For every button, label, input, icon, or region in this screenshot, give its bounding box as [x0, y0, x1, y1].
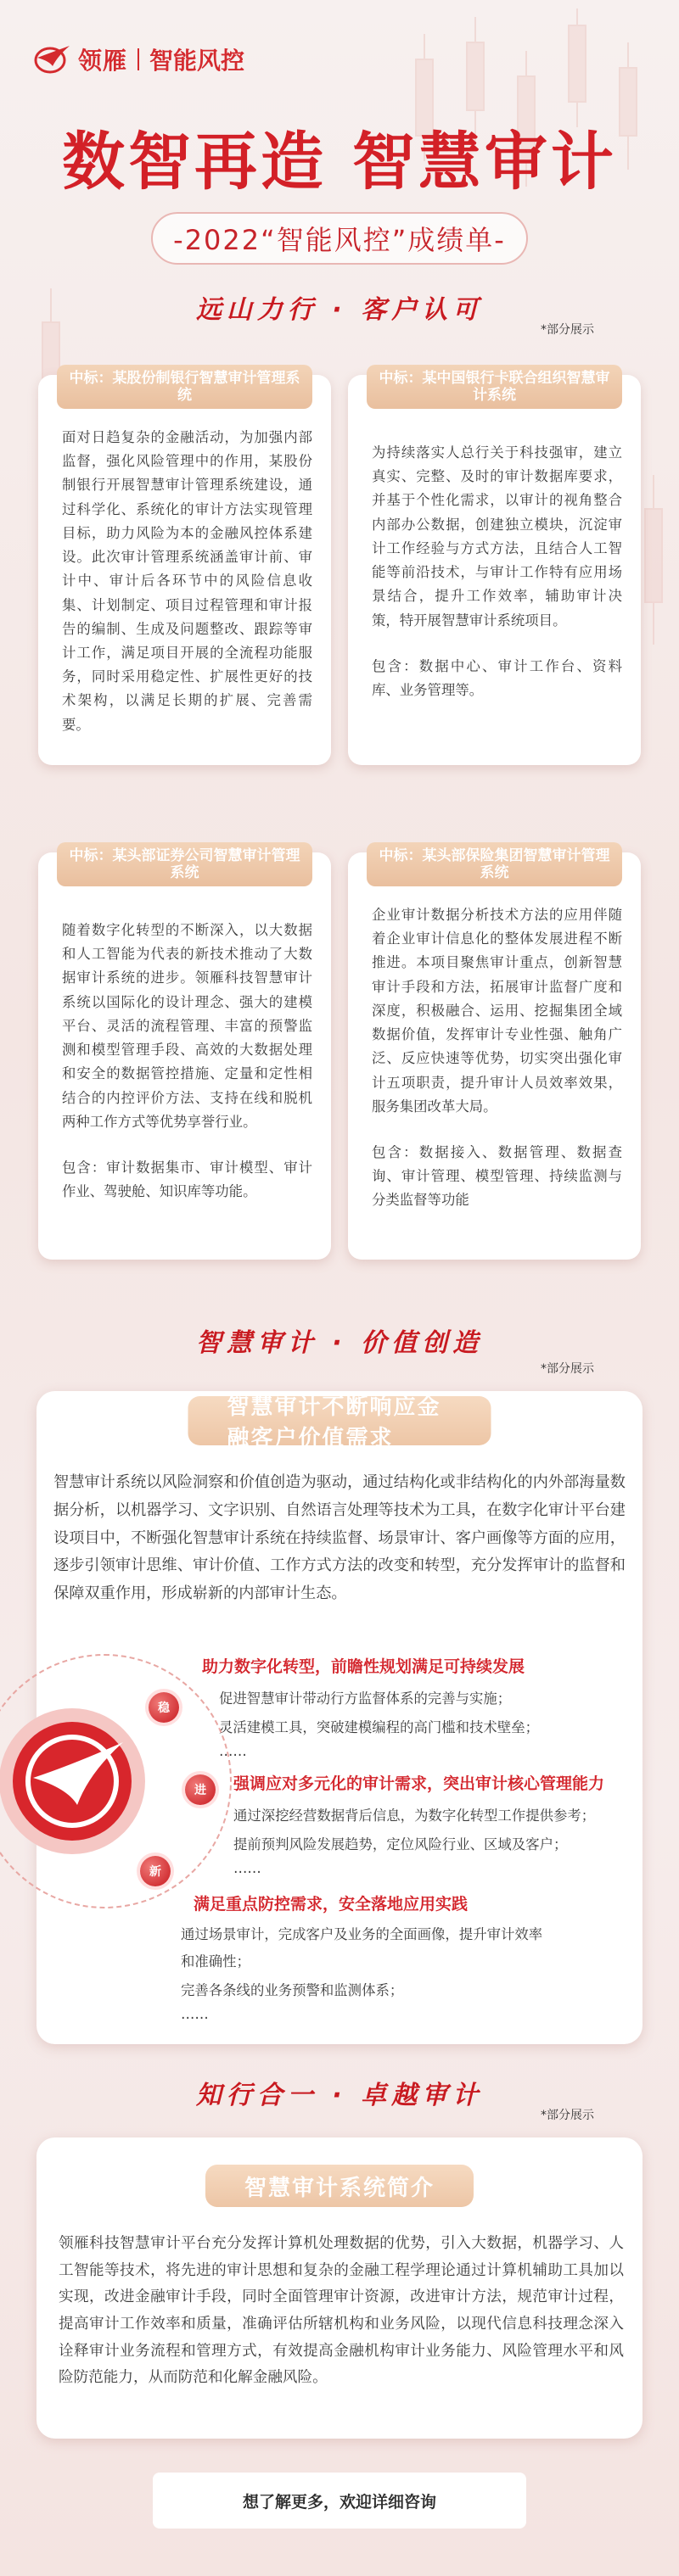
case-card-2-title: 中标：某中国银行卡联合组织智慧审计系统: [367, 365, 622, 409]
value-panel-intro: 智慧审计系统以风险洞察和价值创造为驱动，通过结构化或非结构化的内外部海量数据分析，以机器学习、文字识别、自然语言处理等技术为工具，在数字化审计平台建设项目中，不断强化智慧审计系统在持续监督、场景审计、客户画像等方面的应用，逐步引领审计思维、审计价值、工作方式方法的改变和转型，充分发挥审计的监督和保障双重作用，形成崭新的内部审计生态。: [53, 1473, 626, 1603]
case-card-3-body: 随着数字化转型的不断深入，以大数据和人工智能为代表的新技术推动了大数据审计系统的进步。领雁科技智慧审计系统以国际化的设计理念、强大的建模平台、灵活的流程管理、丰富的预警监测和模型管理手段、高效的大数据处理和安全的数据管控措施、定量和定性相结合的内控评价方法、支持在线和脱机两种工作方式等优势享誉行业。 包含：审计数据集市、审计模型、审计作业、驾驶舱、知识库等功能。: [62, 922, 312, 1200]
subtitle-wrap: [0, 212, 679, 265]
case-card-4-body: 企业审计数据分析技术方法的应用伴随着企业审计信息化的整体发展进程不断推进。本项目聚焦审计重点，创新智慧审计手段和方法，拓展审计监督广度和深度，积极融合、运用、挖掘集团全域数据价值，发挥审计专业性强、触角广泛、反应快速等优势，切实突出强化审计五项职责，提升审计人员效率效果，服务集团改革大局。 包含：数据接入、数据管理、数据查询、审计管理、模型管理、持续监测与分类监督等功能: [372, 907, 622, 1209]
case-card-2: [348, 369, 641, 765]
brand-name: 领雁: [78, 47, 128, 75]
bird-in-circle-icon: [32, 44, 71, 75]
value-item-2-title: 强调应对多元化的审计需求，突出审计核心管理能力: [233, 1774, 605, 1793]
value-item-2-line-2: 提前预判风险发展趋势，定位风险行业、区域及客户；: [233, 1836, 568, 1852]
case-card-1: [38, 369, 331, 765]
bubble-2: 进: [185, 1774, 216, 1805]
value-panel: [36, 1391, 643, 2044]
value-item-3-title: 满足重点防控需求，安全落地应用实践: [194, 1895, 469, 1914]
value-item-1-title: 助力数字化转型，前瞻性规划满足可持续发展: [202, 1657, 525, 1676]
value-item-1-line-2: 灵活建模工具，突破建模编程的高门槛和技术壁垒；: [219, 1719, 539, 1735]
case-card-1-title: 中标：某股份制银行智慧审计管理系统: [57, 365, 312, 409]
case-card-2-body: 为持续落实人总行关于科技强审，建立真实、完整、及时的审计数据库要求，并基于个性化需求，以审计的视角整合内部办公数据，创建独立模块，沉淀审计工作经验与方式方法，且结合人工智能等前沿技术，与审计工作特有应用场景结合，提升工作效率，辅助审计决策，特开展智慧审计系统项目。 包含：数据中心、审计工作台、资料库、业务管理等。: [372, 444, 622, 698]
consult-button-label: 想了解更多，欢迎详细咨询: [242, 2492, 436, 2512]
page-subtitle: -2022“智能风控”成绩单-: [151, 212, 528, 265]
section1-note: *部分展示: [541, 323, 594, 337]
value-item-1-line-3: ……: [219, 1743, 247, 1759]
case-card-3: [38, 847, 331, 1260]
value-item-2-line-3: ……: [233, 1860, 261, 1876]
value-item-3-line-1: 通过场景审计，完成客户及业务的全面画像，提升审计效率: [181, 1926, 543, 1942]
value-item-3-line-3: 完善各条线的业务预警和监测体系；: [181, 1982, 404, 1998]
brand-logo: [32, 42, 244, 76]
section2-note: *部分展示: [541, 1362, 594, 1376]
case-card-4-title: 中标：某头部保险集团智慧审计管理系统: [367, 842, 622, 886]
value-item-3-line-2: 和准确性；: [181, 1953, 250, 1970]
bubble-3: 新: [140, 1856, 171, 1886]
value-item-2-line-1: 通过深挖经营数据背后信息，为数字化转型工作提供参考；: [233, 1808, 596, 1824]
bubble-1: 稳: [149, 1692, 179, 1723]
section3-heading: 知行合一 · 卓越审计: [195, 2081, 484, 2110]
value-item-3-line-4: ……: [181, 2006, 209, 2022]
intro-panel-title: 智慧审计系统简介: [205, 2165, 474, 2207]
consult-button[interactable]: [153, 2473, 526, 2529]
case-card-3-title: 中标：某头部证券公司智慧审计管理系统: [57, 842, 312, 886]
case-card-4: [348, 847, 641, 1260]
intro-panel-body: 领雁科技智慧审计平台充分发挥计算机处理数据的优势，引入大数据，机器学习、人工智能等技术，将先进的审计思想和复杂的金融工程学理论通过计算机辅助工具加以实现，改进金融审计手段，同时全面管理审计资源，改进审计方法，规范审计过程，提高审计工作效率和质量，准确评估所辖机构和业务风险，以现代信息科技理念深入诠释审计业务流程和管理方式，有效提高金融机构审计业务能力、风险管理水平和风险防范能力，从而防范和化解金融风险。: [59, 2235, 624, 2387]
intro-panel: [36, 2137, 643, 2439]
bird-emblem-icon: [0, 1705, 149, 1858]
section1-heading: 远山力行 · 客户认可: [195, 295, 484, 325]
page-title: 数智再造 智慧审计: [62, 126, 617, 198]
section2-heading: 智慧审计 · 价值创造: [195, 1328, 484, 1358]
brand-product: 智能风控: [149, 47, 245, 75]
case-card-1-body: 面对日趋复杂的金融活动，为加强内部监督，强化风险管理中的作用，某股份制银行开展智慧审计管理系统建设，通过科学化、系统化的审计方法实现管理目标，助力风险为本的金融风控体系建设。此次审计管理系统涵盖审计前、审计中、审计后各环节中的风险信息收集、计划制定、项目过程管理和审计报告的编制、生成及问题整改、跟踪等审计工作，满足项目开展的全流程功能服务，同时采用稳定性、扩展性更好的技术架构，以满足长期的扩展、完善需要。: [62, 429, 312, 733]
brand-separator: [137, 48, 139, 70]
section3-note: *部分展示: [541, 2109, 594, 2122]
value-item-1-line-1: 促进智慧审计带动行方监督体系的完善与实施；: [219, 1690, 512, 1707]
value-panel-title: 智慧审计不断响应金融客户价值需求: [188, 1396, 491, 1445]
